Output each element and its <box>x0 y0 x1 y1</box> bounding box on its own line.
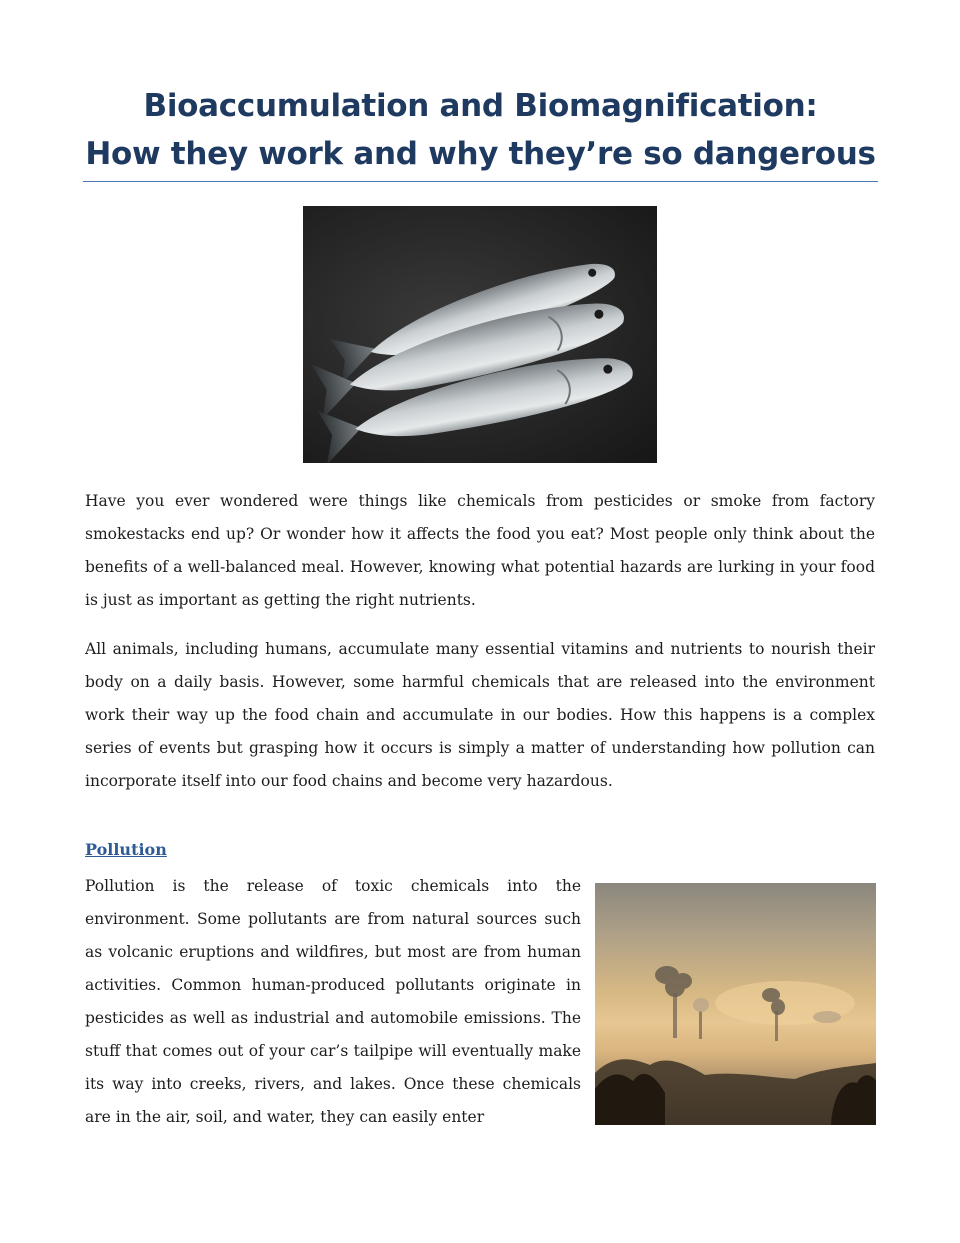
page-title <box>83 82 878 178</box>
section-heading-pollution: Pollution <box>85 840 167 859</box>
smokestack-photo <box>595 883 876 1125</box>
title-line-1: Bioaccumulation and Biomagnification: <box>143 88 818 124</box>
intro-paragraph-2: All animals, including humans, accumulate many essential vitamins and nutrients to nourish their body on a daily basis. However, some harmful chemicals that are released into the environment work their way up the food chain and accumulate in our bodies. How this happens is a complex series of events but grasping how it occurs is simply a matter of understanding how pollution can incorporate itself into our food chains and become very hazardous. <box>85 640 875 790</box>
title-divider <box>83 181 878 182</box>
pollution-paragraph: Pollution is the release of toxic chemicals into the environment. Some pollutants are from natural sources such as volcanic eruptions and wildfires, but most are from human activities. Common human-produced pollutants originate in pesticides as well as industrial and automobile emissions. The stuff that comes out of your car’s tailpipe will eventually make its way into creeks, rivers, and lakes. Once these chemicals are in the air, soil, and water, they can easily enter <box>85 877 581 1126</box>
fish-photo <box>303 206 657 463</box>
fish-illustration <box>303 206 657 463</box>
title-line-2: How they work and why they’re so dangerous <box>85 136 876 172</box>
intro-paragraph-1: Have you ever wondered were things like chemicals from pesticides or smoke from factory smokestacks end up? Or wonder how it affects the food you eat? Most people only think about the benefits of a well-balanced meal. However, knowing what potential hazards are lurking in your food is just as important as getting the right nutrients. <box>85 492 875 609</box>
smokestack-illustration <box>595 883 876 1125</box>
